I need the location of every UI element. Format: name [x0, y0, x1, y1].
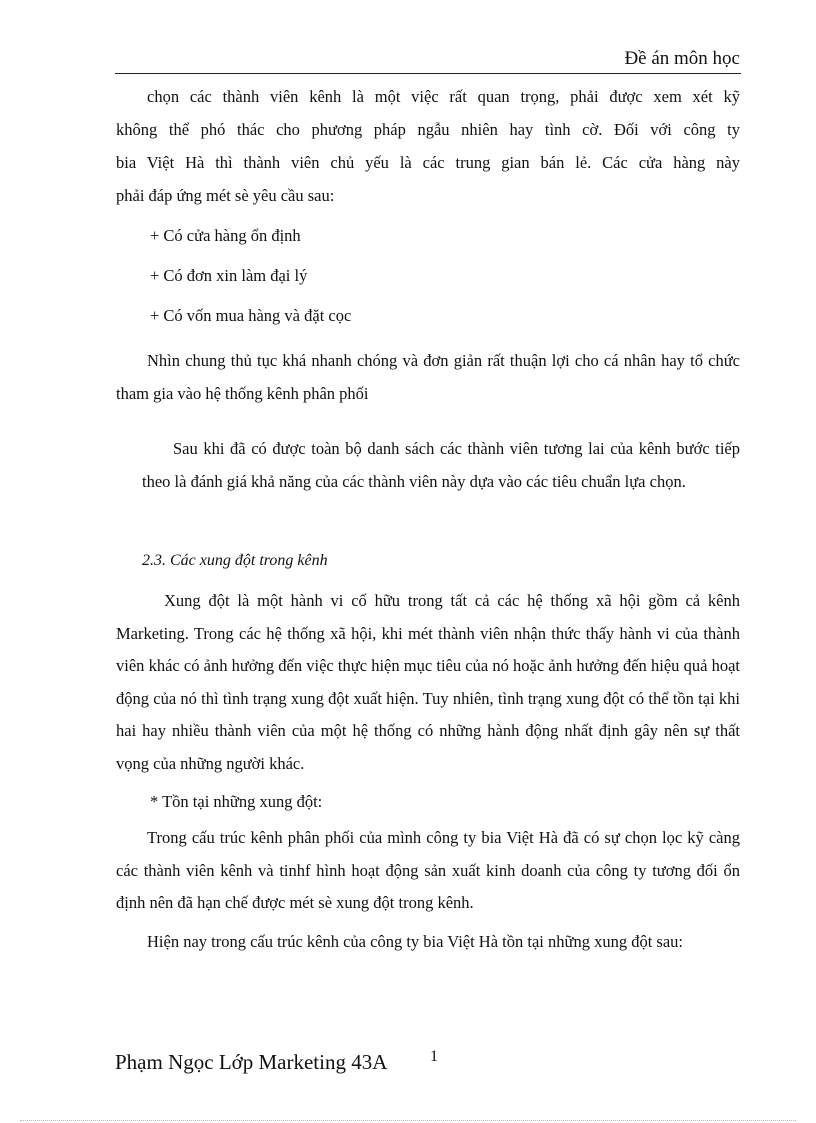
- header-title: Đề án môn học: [624, 48, 740, 69]
- section-2-body: [116, 585, 740, 958]
- requirement-list: [116, 216, 740, 336]
- section-2-subheading: * Tồn tại những xung đột:: [150, 792, 323, 811]
- list-item: + Có đơn xin làm đại lý: [150, 266, 308, 285]
- section-2-para-2: Trong cấu trúc kênh phân phối của mình công ty bia Việt Hà đã có sự chọn lọc kỹ càng các thành viên kênh và tinhf hình hoạt động sản xuất kinh doanh của công ty tương đối ổn định nên đã hạn chế được mét sè xung đột trong kênh.: [116, 828, 740, 912]
- footer-author: Phạm Ngọc Lớp Marketing 43A: [115, 1050, 388, 1074]
- para-line: không thể phó thác cho phương pháp ngẫu nhiên hay tình cờ. Đối với công ty: [116, 120, 740, 139]
- header-rule: [115, 73, 741, 74]
- section-1-para-1: [116, 80, 740, 212]
- section-2-para-3: Hiện nay trong cấu trúc kênh của công ty bia Việt Hà tồn tại những xung đột sau:: [147, 931, 683, 951]
- para-line: chọn các thành viên kênh là một việc rất quan trọng, phải được xem xét kỹ: [147, 87, 740, 106]
- list-item: + Có vốn mua hàng và đặt cọc: [150, 306, 352, 325]
- para-line: phải đáp ứng mét sè yêu cầu sau:: [116, 186, 335, 205]
- list-item: + Có cửa hàng ổn định: [150, 226, 301, 245]
- section-2-para-1: Xung đột là một hành vi cố hữu trong tất cả các hệ thống xã hội gồm cả kênh Marketing. Trong các hệ thống xã hội, khi mét thành viên nhận thức thấy hành vi của thành viên khác có ảnh hưởng đến việc thực hiện mục tiêu của nó hoặc ảnh hưởng đến hiệu quả hoạt động của nó thì tình trạng xung đột xuất hiện. Tuy nhiên, tình trạng xung đột có thể tồn tại khi hai hay nhiều thành viên của một hệ thống có những hành động nhất định gây nên sự thất vọng của những người khác.: [116, 591, 740, 773]
- section-heading: 2.3. Các xung đột trong kênh: [142, 552, 328, 569]
- para-line: bia Việt Hà thì thành viên chủ yếu là các trung gian bán lẻ. Các cửa hàng này: [116, 153, 740, 172]
- section-1-para-3: Sau khi đã có được toàn bộ danh sách các thành viên tương lai của kênh bước tiếp theo là đánh giá khả năng của các thành viên này dựa vào các tiêu chuẩn lựa chọn.: [142, 439, 740, 491]
- section-1-para-2: Nhìn chung thủ tục khá nhanh chóng và đơn giản rất thuận lợi cho cá nhân hay tổ chức tham gia vào hệ thống kênh phân phối: [116, 351, 740, 403]
- page-edge-divider: [20, 1120, 796, 1121]
- page-number: 1: [430, 1048, 438, 1065]
- document-body: [116, 80, 740, 498]
